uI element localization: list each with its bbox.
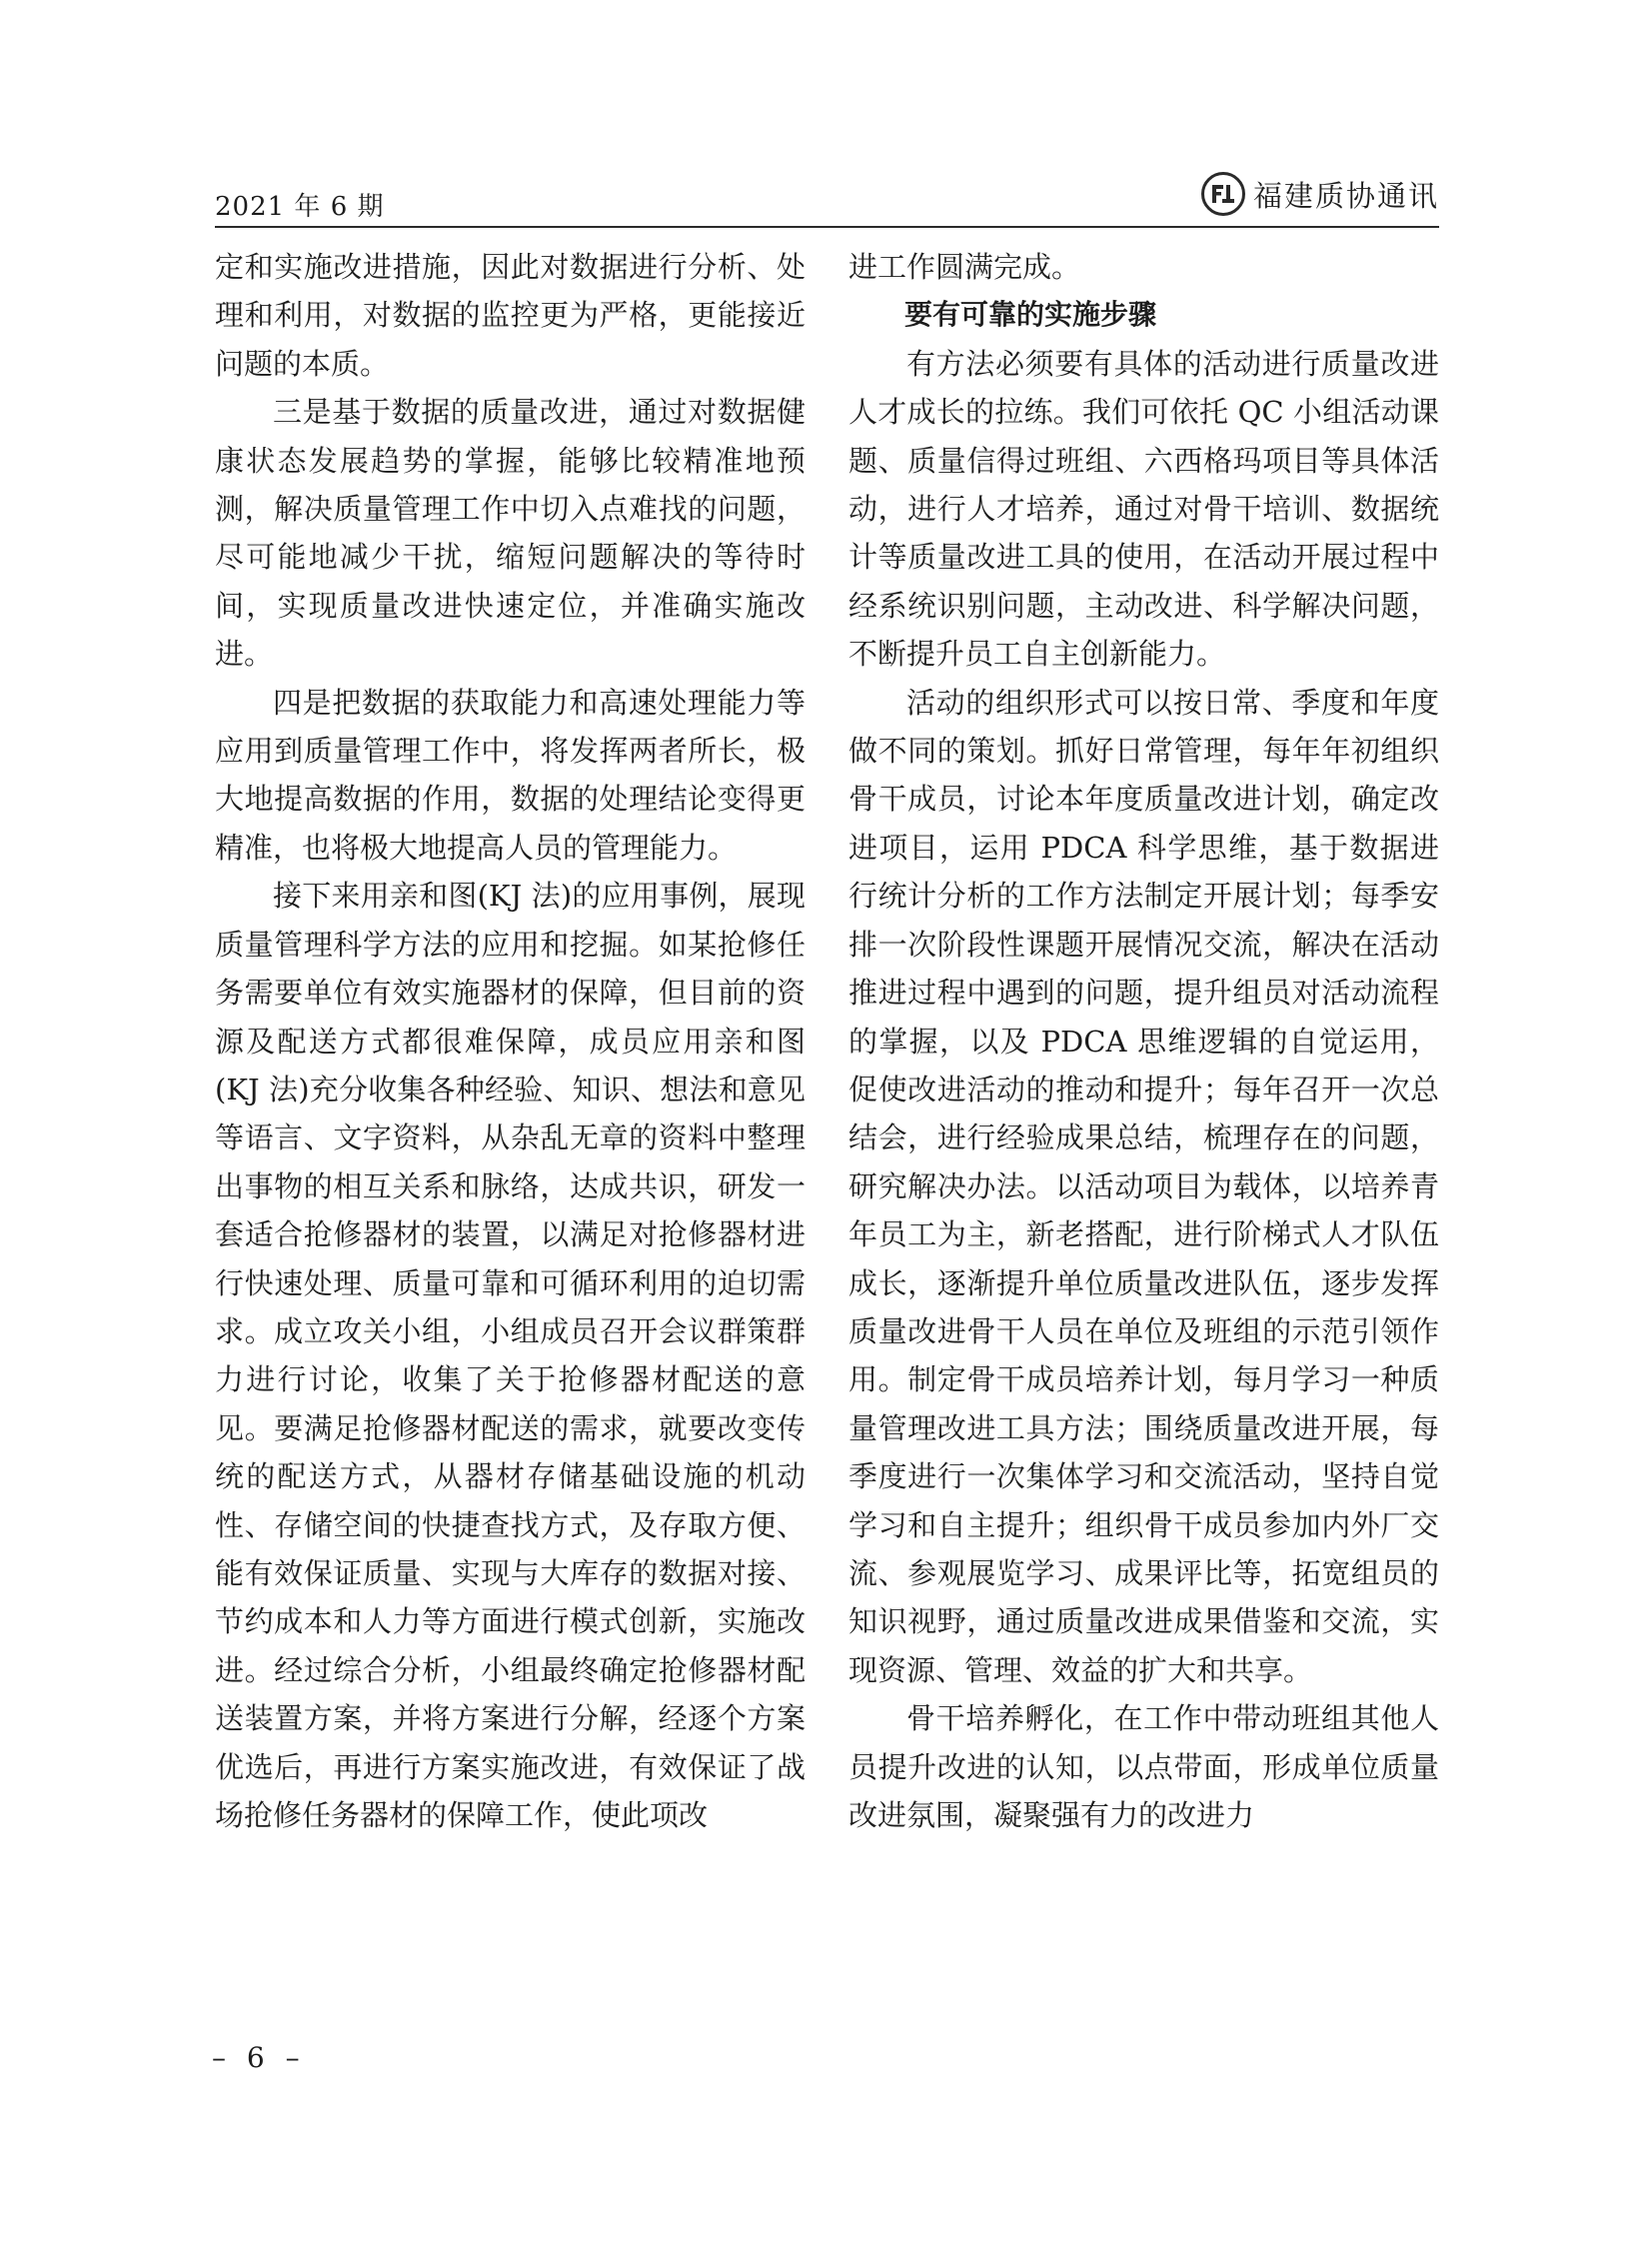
paragraph: 有方法必须要有具体的活动进行质量改进人才成长的拉练。我们可依托 QC 小组活动课题、质量信得过班组、六西格玛项目等具体活动，进行人才培养，通过对骨干培训、数据统计等质量改进工具的使用，在活动开展过程中经系统识别问题，主动改进、科学解决问题，不断提升员工自主创新能力。: [848, 346, 1439, 672]
journal-masthead: [1201, 172, 1439, 216]
journal-title: 福建质协通讯: [1252, 178, 1439, 213]
paragraph: 骨干培养孵化，在工作中带动班组其他人员提升改进的认知，以点带面，形成单位质量改进氛围，凝聚强有力的改进力: [848, 1701, 1439, 1832]
paragraph: 活动的组织形式可以按日常、季度和年度做不同的策划。抓好日常管理，每年年初组织骨干成员，讨论本年度质量改进计划，确定改进项目，运用 PDCA 科学思维，基于数据进行统计分析的工作方法制定开展计划；每季安排一次阶段性课题开展情况交流，解决在活动推进过程中遇到的问题，提升组员对活动流程的掌握，以及 PDCA 思维逻辑的自觉运用，促使改进活动的推动和提升；每年召开一次总结会，进行经验成果总结，梳理存在的问题，研究解决办法。以活动项目为载体，以培养青年员工为主，新老搭配，进行阶梯式人才队伍成长，逐渐提升单位质量改进队伍，逐步发挥质量改进骨干人员在单位及班组的示范引领作用。制定骨干成员培养计划，每月学习一种质量管理改进工具方法；围绕质量改进开展，每季度进行一次集体学习和交流活动，坚持自觉学习和自主提升；组织骨干成员参加内外厂交流、参观展览学习、成果评比等，拓宽组员的知识视野，通过质量改进成果借鉴和交流，实现资源、管理、效益的扩大和共享。: [848, 685, 1439, 1687]
page-number: – 6 –: [212, 2041, 306, 2074]
paragraph: 四是把数据的获取能力和高速处理能力等应用到质量管理工作中，将发挥两者所长，极大地提高数据的作用，数据的处理结论变得更精准，也将极大地提高人员的管理能力。: [215, 685, 806, 865]
section-heading: 要有可靠的实施步骤: [904, 298, 1157, 332]
paragraph: 进工作圆满完成。: [848, 250, 1081, 284]
fujian-quality-association-logo-icon: [1201, 172, 1245, 216]
right-column: [848, 243, 1439, 1839]
issue-label: 2021 年 6 期: [215, 192, 385, 222]
header-divider: [215, 226, 1439, 228]
paragraph: 接下来用亲和图(KJ 法)的应用事例，展现质量管理科学方法的应用和挖掘。如某抢修任务需要单位有效实施器材的保障，但目前的资源及配送方式都很难保障，成员应用亲和图(KJ 法)充分收集各种经验、知识、想法和意见等语言、文字资料，从杂乱无章的资料中整理出事物的相互关系和脉络，达成共识，研发一套适合抢修器材的装置，以满足对抢修器材进行快速处理、质量可靠和可循环利用的迫切需求。成立攻关小组，小组成员召开会议群策群力进行讨论，收集了关于抢修器材配送的意见。要满足抢修器材配送的需求，就要改变传统的配送方式，从器材存储基础设施的机动性、存储空间的快捷查找方式，及存取方便、能有效保证质量、实现与大库存的数据对接、节约成本和人力等方面进行模式创新，实施改进。经过综合分析，小组最终确定抢修器材配送装置方案，并将方案进行分解，经逐个方案优选后，再进行方案实施改进，有效保证了战场抢修任务器材的保障工作，使此项改: [215, 879, 806, 1832]
paragraph: 三是基于数据的质量改进，通过对数据健康状态发展趋势的掌握，能够比较精准地预测，解决质量管理工作中切入点难找的问题，尽可能地减少干扰，缩短问题解决的等待时间，实现质量改进快速定位，并准确实施改进。: [215, 395, 806, 672]
paragraph: 定和实施改进措施，因此对数据进行分析、处理和利用，对数据的监控更为严格，更能接近问题的本质。: [215, 250, 806, 381]
left-column: [215, 243, 806, 1839]
page-header: [215, 168, 1439, 228]
